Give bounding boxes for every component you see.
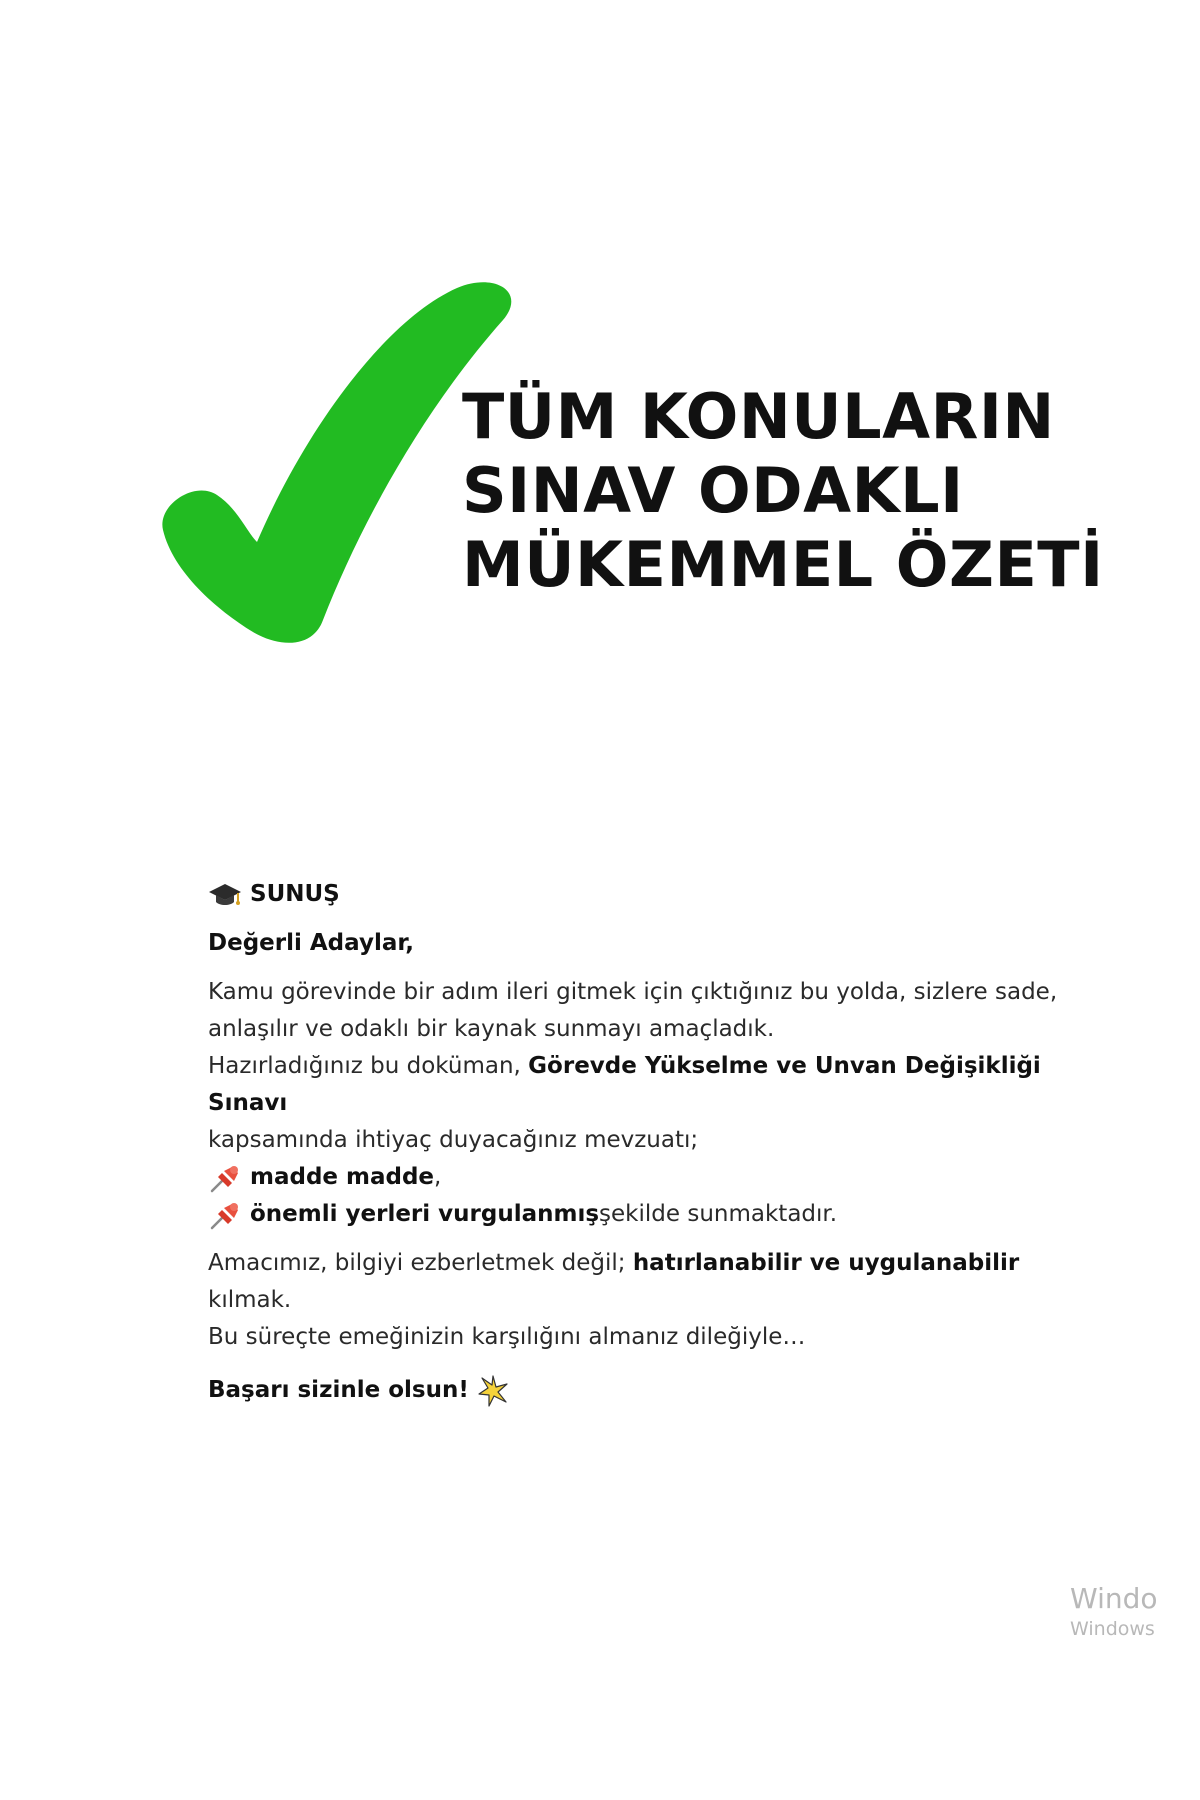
intro-line-3 bbox=[208, 1048, 1108, 1122]
pushpin-icon bbox=[208, 1163, 242, 1193]
closing-line bbox=[208, 1372, 1108, 1409]
section-heading-text: SUNUŞ bbox=[250, 881, 340, 907]
aim-line-1-post: kılmak. bbox=[208, 1287, 292, 1313]
title-line-1: TÜM KONULARIN bbox=[462, 380, 1055, 453]
sparkle-star-icon bbox=[477, 1375, 509, 1407]
watermark-line-2: Windows bbox=[1070, 1618, 1155, 1640]
section-heading bbox=[208, 876, 1108, 913]
closing-text: Başarı sizinle olsun! bbox=[208, 1377, 469, 1403]
graduation-cap-icon bbox=[208, 880, 242, 910]
preface-section bbox=[208, 876, 1108, 1409]
greeting: Değerli Adaylar, bbox=[208, 930, 415, 956]
watermark-line-1: Windo bbox=[1070, 1582, 1158, 1615]
intro-line-3-text: Hazırladığınız bu doküman, bbox=[208, 1053, 529, 1079]
intro-line-2: anlaşılır ve odaklı bir kaynak sunmayı amaçladık. bbox=[208, 1016, 775, 1042]
page-title bbox=[462, 380, 1104, 602]
aim-line-1-pre: Amacımız, bilgiyi ezberletmek değil; bbox=[208, 1250, 633, 1276]
exam-name: Görevde Yükselme ve Unvan Değişikliği Sınavı bbox=[208, 1053, 1041, 1116]
bullet-item-2 bbox=[208, 1196, 1108, 1233]
windows-activation-watermark bbox=[1070, 1582, 1160, 1642]
bullet-2-rest: şekilde sunmaktadır. bbox=[599, 1201, 838, 1227]
bullet-1-bold: madde madde bbox=[250, 1164, 435, 1190]
bullet-2-bold: önemli yerleri vurgulanmış bbox=[250, 1201, 600, 1227]
bullet-1-rest: , bbox=[434, 1164, 442, 1190]
aim-line-1 bbox=[208, 1245, 1108, 1319]
aim-line-1-bold: hatırlanabilir ve uygulanabilir bbox=[632, 1250, 1020, 1276]
bullet-item-1 bbox=[208, 1159, 1108, 1196]
pushpin-icon bbox=[208, 1200, 242, 1230]
title-line-3: MÜKEMMEL ÖZETİ bbox=[462, 528, 1104, 601]
title-line-2: SINAV ODAKLI bbox=[462, 454, 964, 527]
intro-line-1: Kamu görevinde bir adım ileri gitmek için çıktığınız bu yolda, sizlere sade, bbox=[208, 979, 1058, 1005]
aim-line-2: Bu süreçte emeğinizin karşılığını almanız dileğiyle… bbox=[208, 1324, 806, 1350]
intro-line-4: kapsamında ihtiyaç duyacağınız mevzuatı; bbox=[208, 1127, 699, 1153]
